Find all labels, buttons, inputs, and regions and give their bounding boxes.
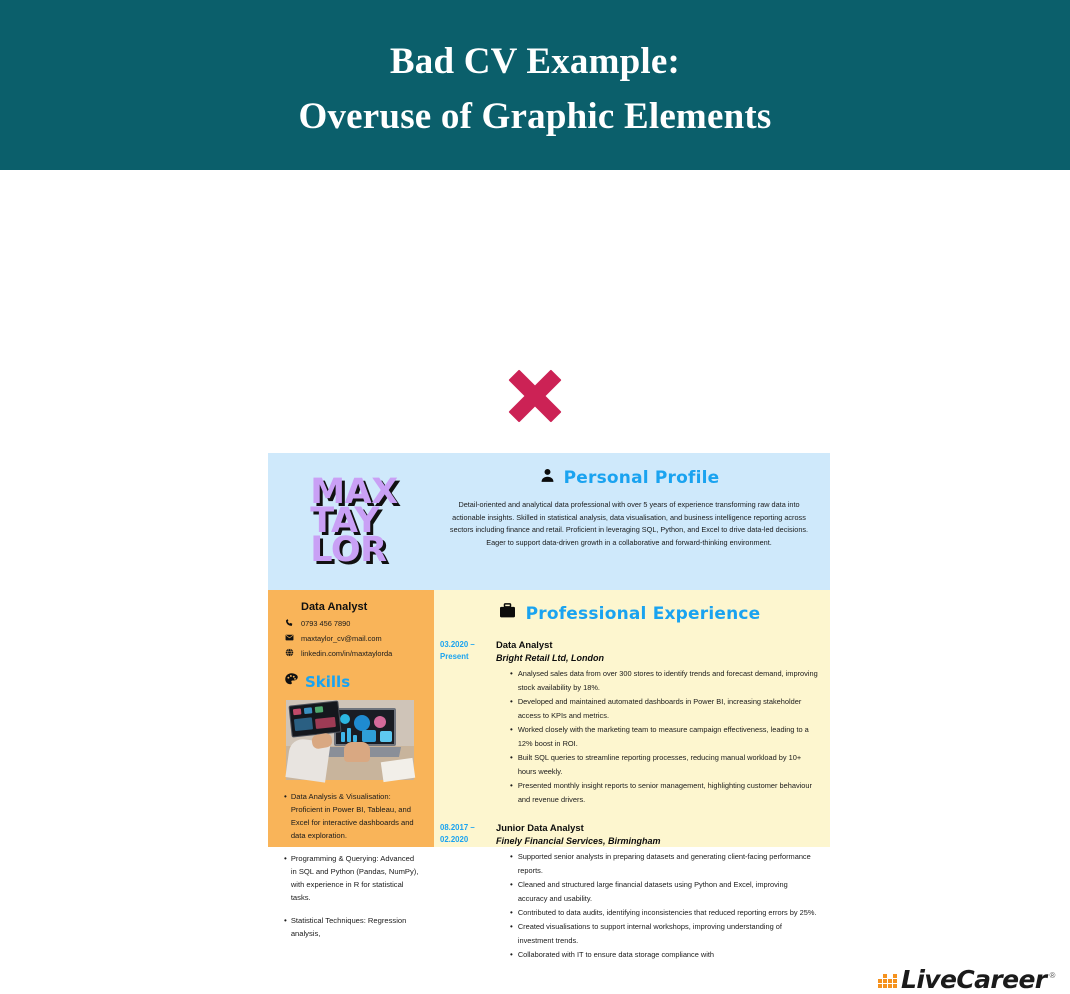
banner-title-line-1: Bad CV Example: [389,41,681,82]
livecareer-wordmark: LiveCareer [901,965,1047,994]
bullet-icon: • [510,880,513,889]
skill-list-item [284,790,422,842]
skill-list-item [284,914,422,940]
skill-item-text: Statistical Techniques: Regression analysis, [290,916,407,938]
experience-bullet-text: Presented monthly insight reports to senior management, highlighting customer behaviour and revenue drivers. [517,781,812,804]
livecareer-bars-icon [878,971,898,989]
experience-date-end: Present [440,652,469,661]
experience-date-start: 03.2020 – [440,640,475,649]
experience-role: Junior Data Analyst [496,822,584,833]
experience-role: Data Analyst [496,639,553,650]
experience-dates [440,638,492,807]
bullet-icon: • [284,916,287,925]
briefcase-icon [498,602,517,625]
phone-icon [284,618,295,630]
page-banner [0,0,1070,170]
livecareer-logo [878,965,1055,994]
experience-bullet-text: Contributed to data audits, identifying inconsistencies that reduced reporting errors by 25%. [517,908,817,917]
skills-title: Skills [305,673,351,691]
contact-row-phone [284,618,422,630]
experience-date-end: 02.2020 [440,835,469,844]
cv-main-column [434,590,830,959]
experience-date-start: 08.2017 – [440,823,475,832]
sidebar-job-title: Data Analyst [301,601,368,613]
experience-bullet-text: Cleaned and structured large financial datasets using Python and Excel, improving accuracy and usability. [517,880,788,903]
contact-row-email [284,633,422,645]
bullet-icon: • [510,697,513,706]
experience-bullet-text: Analysed sales data from over 300 stores to identify trends and forecast demand, improving stock availability by 18%. [517,669,818,692]
experience-bullet-text: Supported senior analysts in preparing datasets and generating client-facing performance reports. [517,852,811,875]
experience-bullet-text: Created visualisations to support internal workshops, improving understanding of investment trends. [517,922,782,945]
personal-profile-section [434,453,830,590]
experience-bullet [510,751,818,779]
experience-company: Finely Financial Services, Birmingham [496,836,661,846]
name-line-1: MAX [310,472,398,513]
experience-bullet [510,906,818,920]
banner-title-line-2: Overuse of Graphic Elements [298,96,772,137]
experience-bullet [510,779,818,807]
bullet-icon: • [510,753,513,762]
skill-list-item [284,852,422,904]
experience-bullet [510,920,818,948]
skill-item-text: Data Analysis & Visualisation: Proficient in Power BI, Tableau, and Excel for interactive dashboards and data exploration. [290,792,414,840]
bullet-icon: • [510,725,513,734]
personal-profile-text: Detail-oriented and analytical data professional with over 5 years of experience transforming raw data into actionable insights. Skilled in statistical analysis, data visualisation, and business intelligence reporting across sectors including finance and retail. Proficient in leveraging SQL, Python, and Excel to drive data-led decisions. Eager to support data-driven growth in a collaborative and forward-thinking environment. [449,500,809,547]
cv-document-preview [268,453,830,959]
cross-mark-icon [505,366,565,426]
bullet-icon: • [510,852,513,861]
experience-bullet [510,723,818,751]
globe-icon [284,648,295,660]
experience-entry [440,638,818,807]
experience-company: Bright Retail Ltd, London [496,653,604,663]
bullet-icon: • [284,792,287,801]
envelope-icon [284,633,295,645]
experience-bullet [510,948,818,962]
contact-phone-value: 0793 456 7890 [301,619,351,628]
bullet-icon: • [284,854,287,863]
palette-icon [284,672,299,692]
cv-name-block [268,453,434,590]
content-stage [0,170,1070,994]
experience-bullet [510,695,818,723]
bullet-icon: • [510,908,513,917]
skills-section-header [284,672,422,692]
person-icon [539,467,556,489]
registered-trademark-mark: ® [1049,971,1056,980]
contact-row-linkedin [284,648,422,660]
experience-bullet-text: Collaborated with IT to ensure data storage compliance with [517,950,715,959]
experience-bullet-text: Worked closely with the marketing team to measure campaign effectiveness, leading to a 12% boost in ROI. [517,725,809,748]
experience-bullet [510,667,818,695]
bullet-icon: • [510,950,513,959]
cv-header [268,453,830,590]
bullet-icon: • [510,922,513,931]
experience-title: Professional Experience [525,603,761,624]
experience-section-header [440,602,818,625]
bullet-icon: • [510,781,513,790]
experience-dates [440,821,492,962]
personal-profile-title: Personal Profile [563,468,720,488]
experience-bullet [510,878,818,906]
cv-sidebar [268,590,434,938]
cv-body [268,590,830,959]
experience-bullet-text: Built SQL queries to streamline reporting processes, reducing manual workload by 10+ hours weekly. [517,753,802,776]
bullet-icon: • [510,669,513,678]
experience-bullet [510,850,818,878]
skills-photo [286,700,414,780]
name-line-3: LOR [310,529,387,570]
contact-email-value: maxtaylor_cv@mail.com [301,634,382,643]
contact-linkedin-value: linkedin.com/in/maxtaylorda [301,649,393,658]
skill-item-text: Programming & Querying: Advanced in SQL and Python (Pandas, NumPy), with experience in R for statistical tasks. [290,854,419,902]
experience-bullet-text: Developed and maintained automated dashboards in Power BI, increasing stakeholder access to KPIs and metrics. [517,697,802,720]
name-line-2: TAY [310,501,380,542]
experience-entry [440,821,818,962]
